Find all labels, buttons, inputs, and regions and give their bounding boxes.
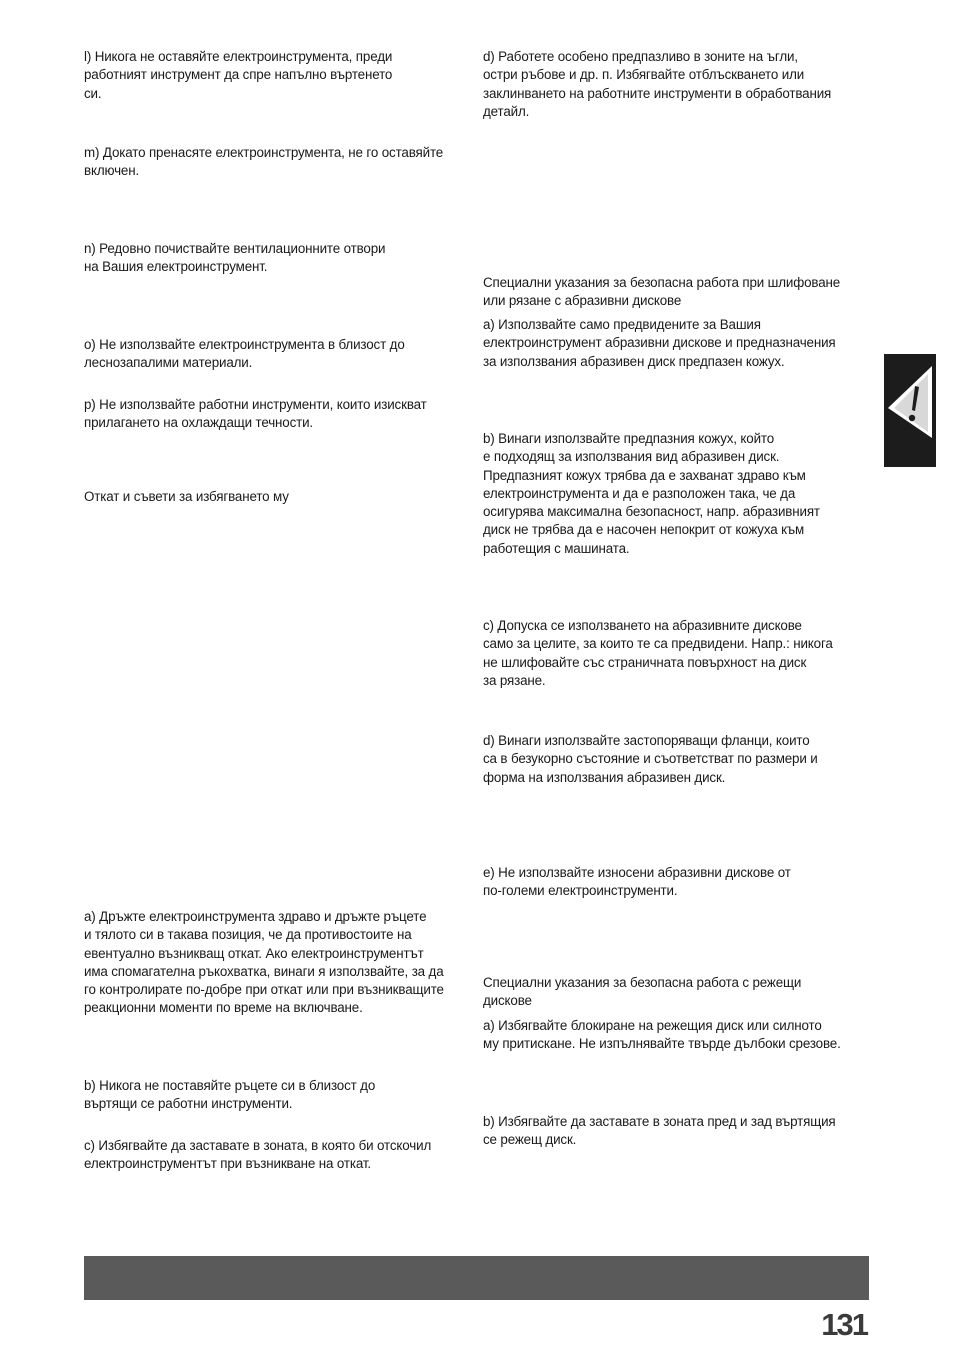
instruction-a: a) Дръжте електроинструмента здраво и дръжте ръцете и тялото си в такава позиция, че да противостоите на евентуално възникващ откат. Ако електроинструментът има спомагателна ръкохватка, винаги я използвайте, за да го контролирате по-добре при откат или при възникващите реакционни моменти по време на включване.: [84, 909, 444, 1016]
instruction-l: l) Никога не оставяйте електроинструмента, преди работният инструмент да спре напълно въртенето си.: [84, 49, 393, 101]
section-heading-cutting: Специални указания за безопасна работа с режещи дискове: [483, 975, 802, 1009]
section-heading-kickback: Откат и съвети за избягването му: [84, 489, 289, 504]
safety-side-tab: [884, 354, 936, 467]
page-number: 131: [821, 1307, 867, 1342]
abrasive-instruction-d: d) Винаги използвайте застопоряващи фланци, които са в безукорно състояние и съответстват по размери и форма на използвания абразивен диск.: [483, 733, 818, 785]
section-heading-abrasive: Специални указания за безопасна работа при шлифоване или рязане с абразивни дискове: [483, 275, 841, 309]
abrasive-instruction-a: a) Използвайте само предвидените за Вашия електроинструмент абразивни дискове и предназначения за използвания абразивен диск предпазен кожух.: [483, 317, 836, 369]
instruction-o: o) Не използвайте електроинструмента в близост до леснозапалими материали.: [84, 337, 405, 371]
abrasive-instruction-b: b) Винаги използвайте предпазния кожух, който е подходящ за използвания вид абразивен диск. Предпазният кожух трябва да е захванат здраво към електроинструмента и да е разположен така, че да осигурява максимална безопасност, напр. абразивният диск не трябва да е насочен непокрит от кожуха към работещия с машината.: [483, 431, 820, 556]
instruction-m: m) Докато пренасяте електроинструмента, не го оставяйте включен.: [84, 145, 444, 179]
footer-bar: [84, 1256, 869, 1300]
instruction-b: b) Никога не поставяйте ръцете си в близост до въртящи се работни инструменти.: [84, 1078, 376, 1112]
instruction-c: c) Избягвайте да заставате в зоната, в която би отскочил електроинструментът при възникване на откат.: [84, 1138, 432, 1172]
abrasive-instruction-c: c) Допуска се използването на абразивните дискове само за целите, за които те са предвидени. Напр.: никога не шлифовайте със страничната повърхност на диск за рязане.: [483, 618, 833, 688]
warning-icon: [884, 364, 936, 444]
instruction-d: d) Работете особено предпазливо в зоните на ъгли, остри ръбове и др. п. Избягвайте отблъскването или заклинването на работните инструменти в обработвания детайл.: [483, 49, 832, 119]
instruction-n: n) Редовно почиствайте вентилационните отвори на Вашия електроинструмент.: [84, 241, 386, 275]
cutting-instruction-a: a) Избягвайте блокиране на режещия диск или силното му притискане. Не изпълнявайте твърде дълбоки срезове.: [483, 1018, 841, 1052]
abrasive-instruction-e: e) Не използвайте износени абразивни дискове от по-големи електроинструменти.: [483, 865, 791, 899]
cutting-instruction-b: b) Избягвайте да заставате в зоната пред и зад въртящия се режещ диск.: [483, 1114, 836, 1148]
instruction-p: p) Не използвайте работни инструменти, които изискват прилагането на охлаждащи течности.: [84, 397, 427, 431]
